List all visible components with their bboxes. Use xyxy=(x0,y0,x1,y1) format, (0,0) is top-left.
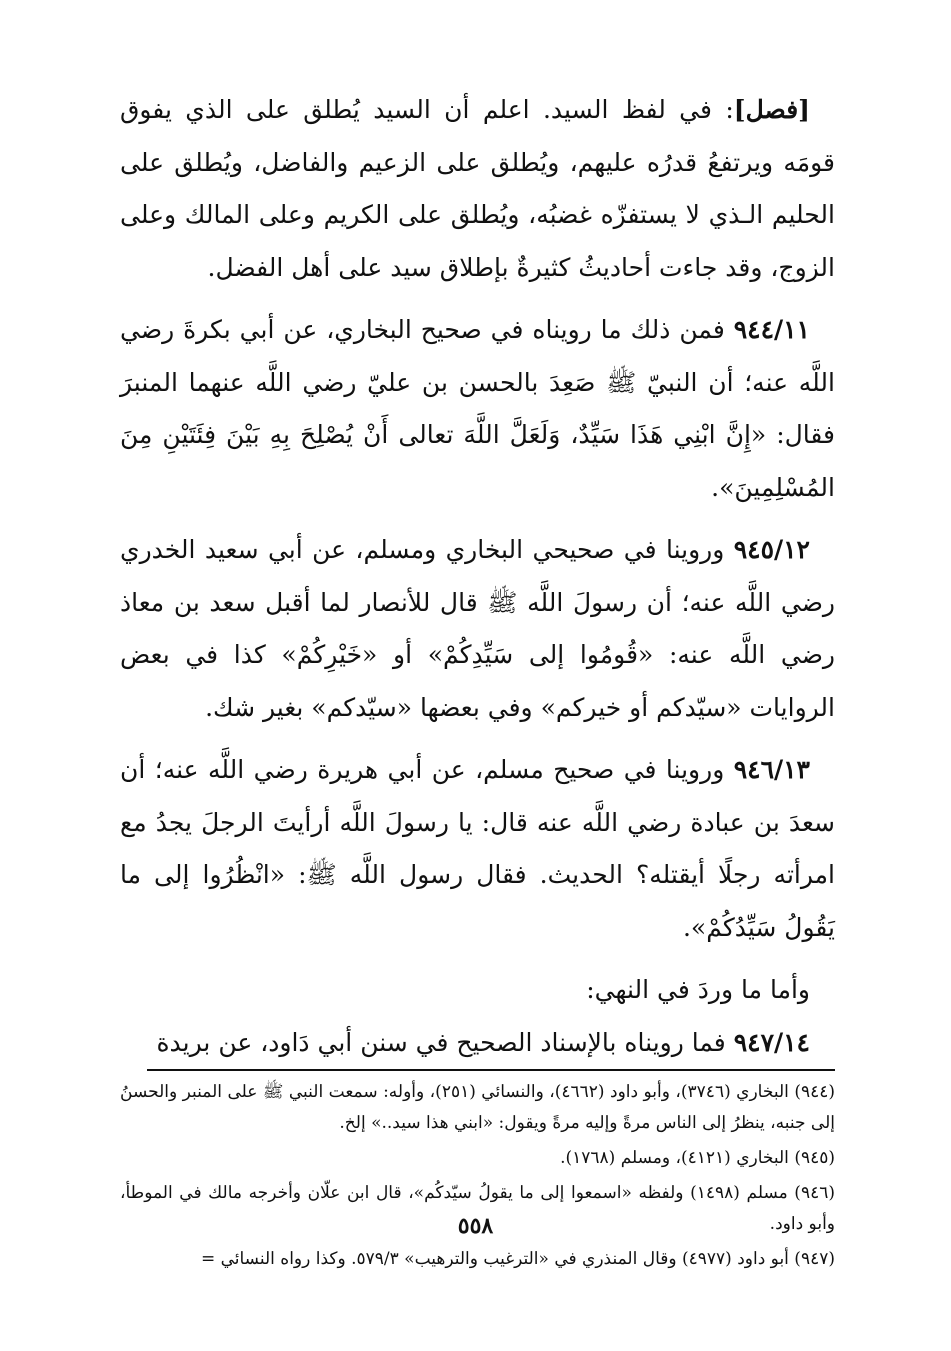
fasl-text: : في لفظ السيد. اعلم أن السيد يُطلق على الذي يفوق قومَه ويرتفعُ قدرُه عليهم، ويُطلق على الزعيم والفاضل، ويُطلق على الحليم الـذي لا يستفزّه غضبُه، ويُطلق على الكريم وعلى المالك وعلى الزوج، وقد جاءت أحاديثُ كثيرةٌ بإطلاق سيد على أهل الفضل. xyxy=(120,95,835,282)
footnote-944: (٩٤٤) البخاري (٣٧٤٦)، وأبو داود (٤٦٦٢)، والنسائي (٢٥١)، وأوله: سمعت النبي ﷺ على المنبر والحسنُ إلى جنبه، ينظرُ إلى الناس مرةً وإليه مرةً ويقول: «ابني هذا سيد..» إلخ. xyxy=(120,1082,835,1133)
paragraph-hadith-944 xyxy=(120,304,835,514)
paragraph-hadith-946 xyxy=(120,744,835,954)
footnote-946: (٩٤٦) مسلم (١٤٩٨) ولفظه «اسمعوا إلى ما يقولُ سيّدكُم»، قال ابن علّان وأخرجه مالك في الموطأ، وأبو داود. xyxy=(120,1183,835,1234)
hadith-number-944: ٩٤٤/١١ xyxy=(733,315,810,344)
hadith-text-947: فما رويناه بالإسناد الصحيح في سنن أبي دَاود، عن بريدة xyxy=(156,1027,726,1057)
footnote-separator xyxy=(147,1069,835,1071)
paragraph-hadith-945 xyxy=(120,524,835,734)
nahy-text: وأما ما وردَ في النهي: xyxy=(586,975,810,1004)
footnote-947: (٩٤٧) أبو داود (٤٩٧٧) وقال المنذري في «الترغيب والترهيب» ٥٧٩/٣. وكذا رواه النسائي = xyxy=(200,1249,835,1269)
paragraph-hadith-947 xyxy=(120,1017,835,1070)
footnotes xyxy=(120,1077,835,1275)
hadith-text-944: فمن ذلك ما رويناه في صحيح البخاري، عن أبي بكرةَ رضي اللَّه عنه؛ أن النبيّ ﷺ صَعِدَ بالحسن بن عليّ رضي اللَّه عنهما المنبرَ فقال: «إِنَّ ابْنِي هَذَا سَيِّدٌ، وَلَعَلَّ اللَّهَ تعالى أَنْ يُصْلِحَ بِهِ بَيْنَ فِئَتَيْنِ مِنَ المُسْلِمِينَ». xyxy=(120,315,835,502)
hadith-number-946: ٩٤٦/١٣ xyxy=(733,755,810,784)
page-body xyxy=(120,84,835,1279)
page-number: ٥٥٨ xyxy=(457,1213,494,1239)
hadith-number-947: ٩٤٧/١٤ xyxy=(733,1027,810,1057)
paragraph-fasl xyxy=(120,84,835,294)
main-text xyxy=(120,84,835,1069)
hadith-number-945: ٩٤٥/١٢ xyxy=(733,535,810,564)
fasl-label: [فصل] xyxy=(733,95,810,124)
hadith-text-945: وروينا في صحيحي البخاري ومسلم، عن أبي سعيد الخدري رضي اللَّه عنه؛ أن رسولَ اللَّه ﷺ قال للأنصار لما أقبل سعد بن معاذ رضي اللَّه عنه: «قُومُوا إلى سَيِّدِكُمْ» أو «خَيْرِكُمْ» كذا في بعض الروايات «سيّدكم أو خيركم» وفي بعضها «سيّدكم» بغير شك. xyxy=(120,535,835,722)
paragraph-nahy xyxy=(120,964,835,1017)
footnote-945: (٩٤٥) البخاري (٤١٢١)، ومسلم (١٧٦٨). xyxy=(560,1148,835,1168)
hadith-text-946: وروينا في صحيح مسلم، عن أبي هريرة رضي اللَّه عنه؛ أن سعدَ بن عبادة رضي اللَّه عنه قال: يا رسولَ اللَّه أرأيتَ الرجلَ يجدُ مع امرأته رجلًا أيقتله؟ الحديث. فقال رسول اللَّه ﷺ: «انْظُرُوا إلى ما يَقُولُ سَيِّدُكُمْ». xyxy=(120,755,835,942)
